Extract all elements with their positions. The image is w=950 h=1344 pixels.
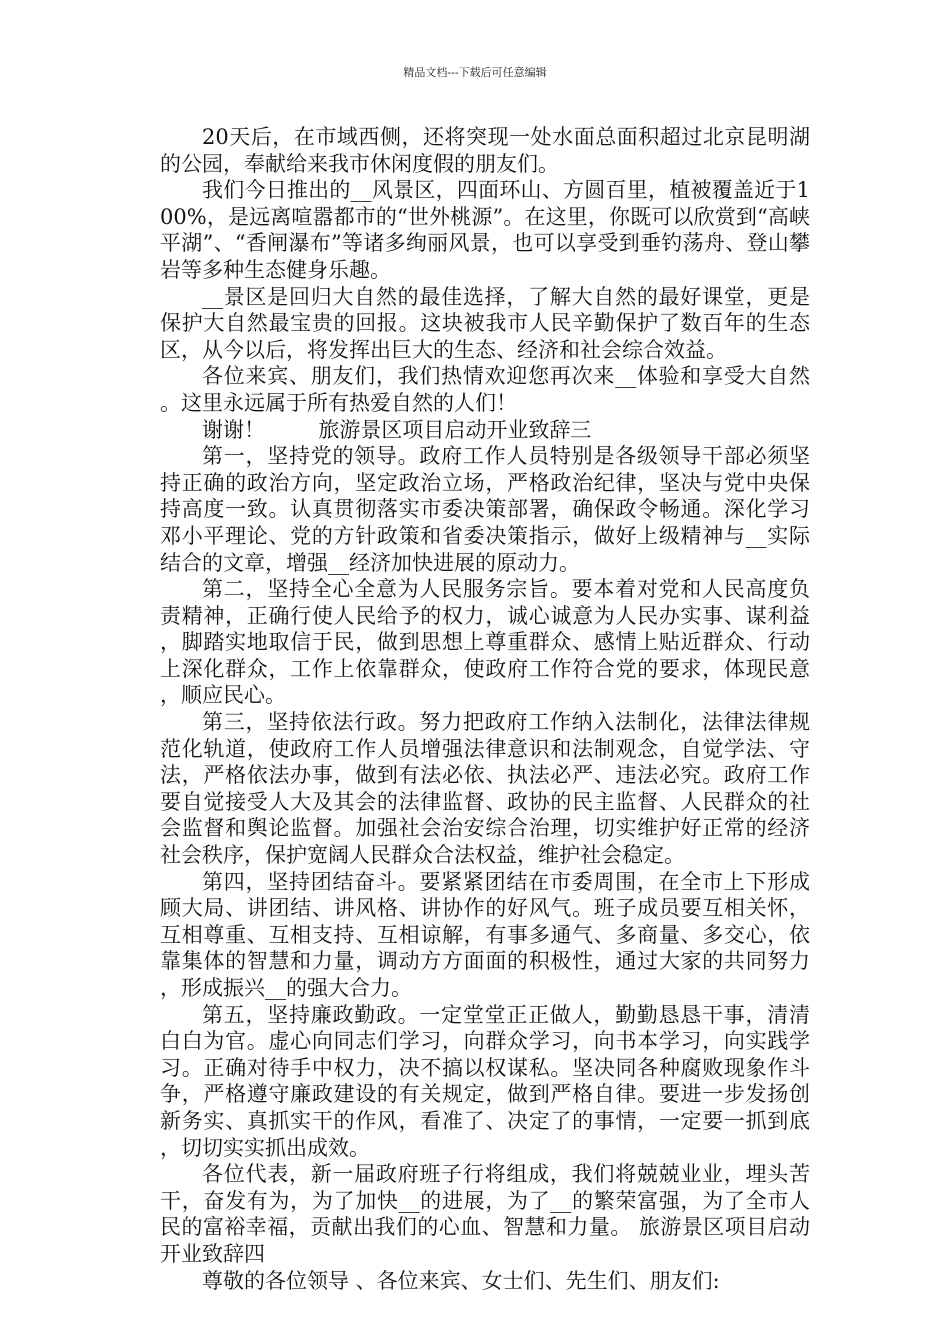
paragraph-thanks-heading: 谢谢！ 旅游景区项目启动开业致辞三 <box>202 417 592 442</box>
paragraph-3: __景区是回归大自然的最佳选择，了解大自然的最好课堂，更是保护大自然最宝贵的回报。这块被我市人民辛勤保护了数百年的生态区，从今以后，将发挥出巨大的生态、经济和社会综合效益。 <box>160 284 810 362</box>
paragraph-point-5: 第五，坚持廉政勤政。一定堂堂正正做人，勤勤恳恳干事，清清白白为官。虚心向同志们学习，向群众学习，向书本学习，向实践学习。正确对待手中权力，决不搞以权谋私。坚决同各种腐败现象作斗争，严格遵守廉政建设的有关规定，做到严格自律。要进一步发扬创新务实、真抓实干的作风，看准了、决定了的事情，一定要一抓到底，切切实实抓出成效。 <box>160 1002 810 1160</box>
paragraph-point-2: 第二，坚持全心全意为人民服务宗旨。要本着对党和人民高度负责精神，正确行使人民给予的权力，诚心诚意为人民办实事、谋利益，脚踏实地取信于民，做到思想上尊重群众、感情上贴近群众、行动上深化群众，工作上依靠群众，使政府工作符合党的要求，体现民意，顺应民心。 <box>160 577 810 708</box>
document-body <box>160 124 810 1294</box>
paragraph-1: 20天后，在市域西侧，还将突现一处水面总面积超过北京昆明湖的公园，奉献给来我市休闲度假的朋友们。 <box>160 125 810 176</box>
paragraph-point-1: 第一，坚持党的领导。政府工作人员特别是各级领导干部必须坚持正确的政治方向，坚定政治立场，严格政治纪律，坚决与党中央保持高度一致。认真贯彻落实市委决策部署，确保政令畅通。深化学习邓小平理论、党的方针政策和省委决策指示，做好上级精神与__实际结合的文章，增强__经济加快进展的原动力。 <box>160 444 810 575</box>
paragraph-salutation: 尊敬的各位领导 、各位来宾、女士们、先生们、朋友们: <box>202 1268 720 1293</box>
page-header: 精品文档---下载后可任意编辑 <box>403 66 547 79</box>
paragraph-point-4: 第四，坚持团结奋斗。要紧紧团结在市委周围，在全市上下形成顾大局、讲团结、讲风格、讲协作的好风气。班子成员要互相关怀，互相尊重、互相支持、互相谅解，有事多通气、多商量、多交心，依靠集体的智慧和力量，调动方方面面的积极性，通过大家的共同努力，形成振兴__的强大合力。 <box>160 869 810 1000</box>
paragraph-2: 我们今日推出的__风景区，四面环山、方圆百里，植被覆盖近于100%，是远离喧嚣都市的“世外桃源”。在这里，你既可以欣赏到“高峡平湖”、“香闸瀑布”等诸多绚丽风景，也可以享受到垂钓荡舟、登山攀岩等多种生态健身乐趣。 <box>160 178 810 282</box>
paragraph-point-3: 第三，坚持依法行政。努力把政府工作纳入法制化，法律法律规范化轨道，使政府工作人员增强法律意识和法制观念，自觉学法、守法，严格依法办事，做到有法必依、执法必严、违法必究。政府工作要自觉接受人大及其会的法律监督、政协的民主监督、人民群众的社会监督和舆论监督。加强社会治安综合治理，切实维护好正常的经济社会秩序，保护宽阔人民群众合法权益，维护社会稳定。 <box>160 710 810 868</box>
paragraph-closing: 各位代表，新一届政府班子行将组成，我们将兢兢业业，埋头苦干，奋发有为，为了加快__的进展，为了__的繁荣富强，为了全市人民的富裕幸福，贡献出我们的心血、智慧和力量。 旅游景区项目启动开业致辞四 <box>160 1162 810 1266</box>
paragraph-4: 各位来宾、朋友们，我们热情欢迎您再次来__体验和享受大自然。这里永远属于所有热爱自然的人们！ <box>160 364 810 415</box>
